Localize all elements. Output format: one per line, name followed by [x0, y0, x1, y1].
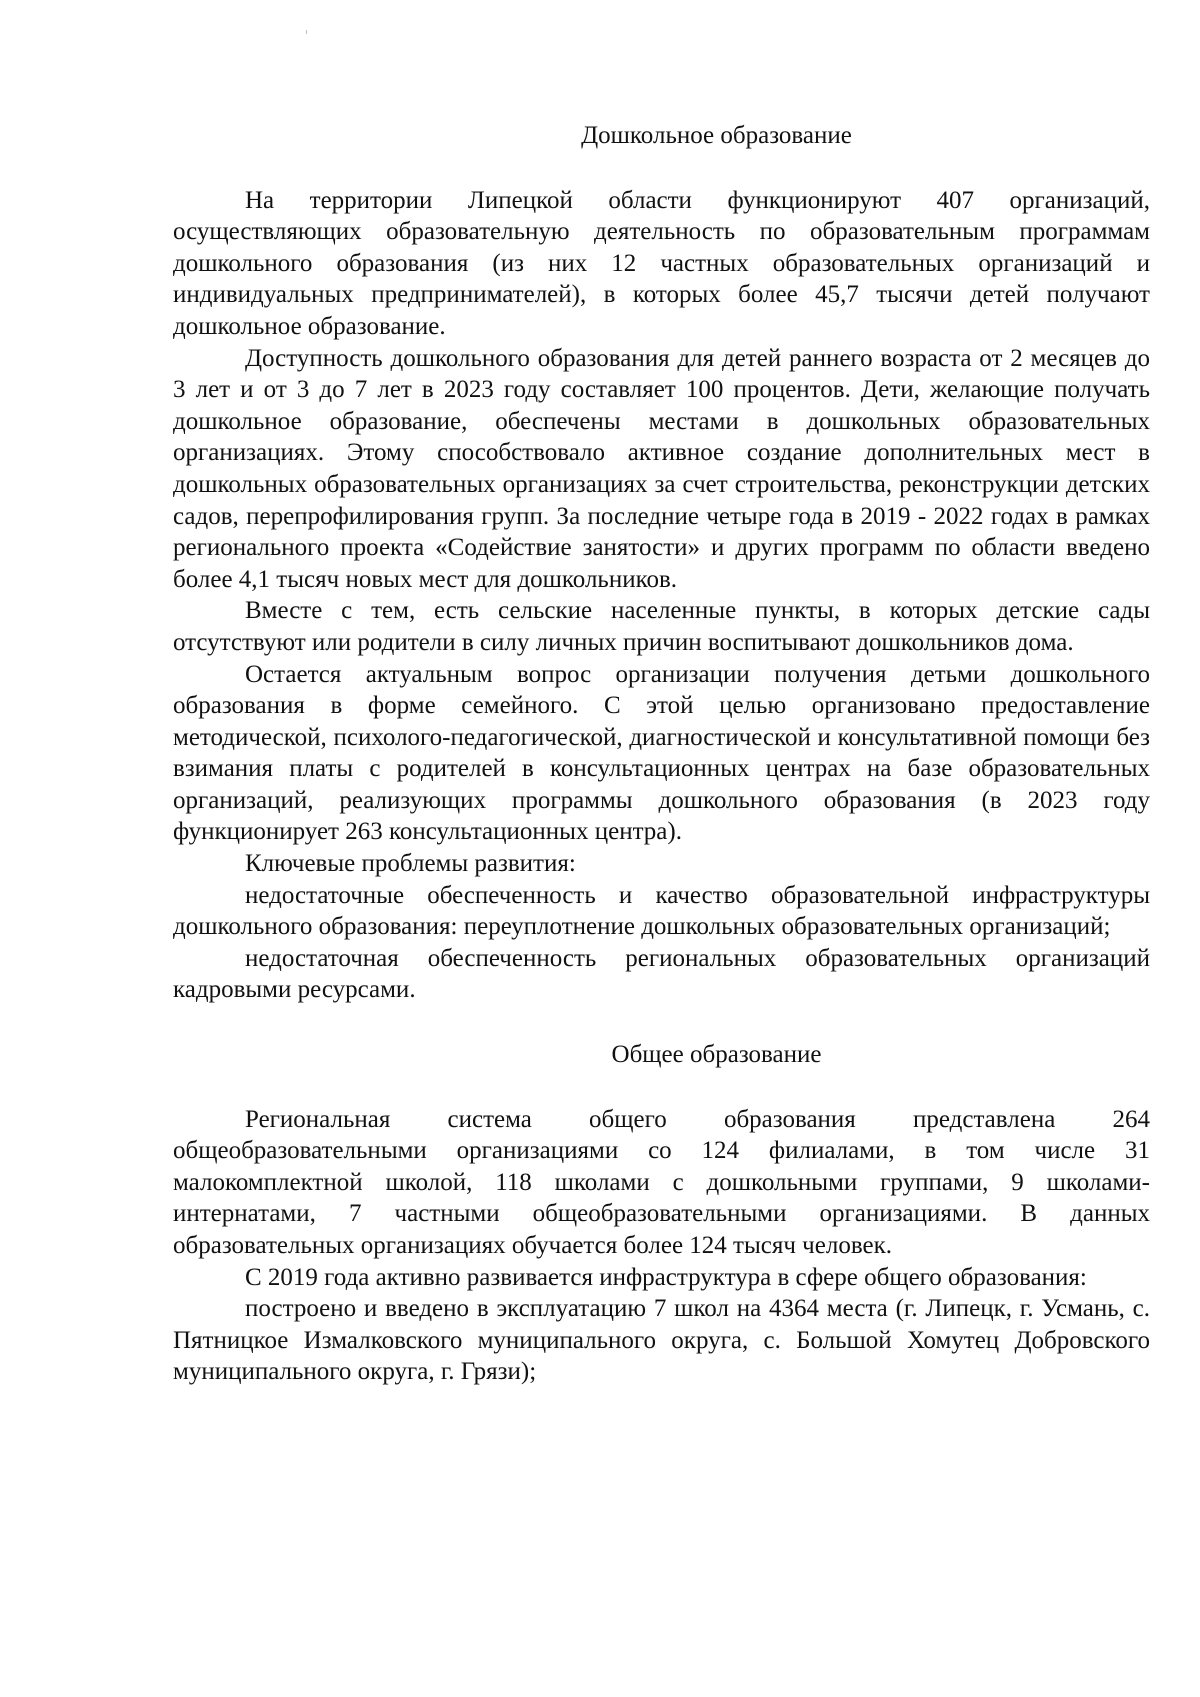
paragraph-key-problems: Ключевые проблемы развития:: [245, 850, 576, 878]
paragraph-schools-built: построено и введено в эксплуатацию 7 школ на 4364 места (г. Липецк, г. Усмань, с. Пятницкое Измалковского муниципального округа, с. Большой Хомутец Добровского муниципального округа, г. Грязи);: [173, 1295, 1150, 1386]
section-heading-preschool: Дошкольное образование: [581, 122, 852, 149]
paragraph-rural-settlements: Вместе с тем, есть сельские населенные пункты, в которых детские сады отсутствуют или родители в силу личных причин воспитывают дошкольников дома.: [173, 597, 1150, 656]
section-heading-general: Общее образование: [611, 1041, 822, 1069]
document-body: [173, 120, 1150, 1388]
paragraph-accessibility: Доступность дошкольного образования для детей раннего возраста от 2 месяцев до 3 лет и от 3 до 7 лет в 2023 году составляет 100 процентов. Дети, желающие получать дошкольное образование, обеспечены местами в дошкольных образовательных организациях. Этому способствовало активное создание дополнительных мест в дошкольных образовательных организациях за счет строительства, реконструкции детских садов, перепрофилирования групп. За последние четыре года в 2019 - 2022 годах в рамках регионального проекта «Содействие занятости» и других программ по области введено более 4,1 тысяч новых мест для дошкольников.: [173, 344, 1150, 593]
paragraph-problem-staffing: недостаточная обеспеченность региональных образовательных организаций кадровыми ресурсами.: [173, 944, 1150, 1004]
scan-mark: [306, 30, 307, 34]
paragraph-general-system: Региональная система общего образования представлена 264 общеобразовательными организациями со 124 филиалами, в том числе 31 малокомплектной школой, 118 школами с дошкольными группами, 9 школами-интернатами, 7 частными общеобразовательными организациями. В данных образовательных организациях обучается более 124 тысяч человек.: [173, 1105, 1150, 1259]
paragraph-infrastructure-development: С 2019 года активно развивается инфраструктура в сфере общего образования:: [245, 1263, 1087, 1291]
paragraph-family-education: Остается актуальным вопрос организации получения детьми дошкольного образования в форме семейного. С этой целью организовано предоставление методической, психолого-педагогической, диагностической и консультативной помощи без взимания платы с родителей в консультационных центрах на базе образовательных организаций, реализующих программы дошкольного образования (в 2023 году функционирует 263 консультационных центра).: [173, 660, 1150, 846]
paragraph-problem-infrastructure: недостаточные обеспеченность и качество образовательной инфраструктуры дошкольного образования: переуплотнение дошкольных образовательных организаций;: [173, 881, 1150, 941]
paragraph-organizations-count: На территории Липецкой области функционируют 407 организаций, осуществляющих образовательную деятельность по образовательным программам дошкольного образования (из них 12 частных образовательных организаций и индивидуальных предпринимателей), в которых более 45,7 тысячи детей получают дошкольное образование.: [173, 186, 1150, 340]
